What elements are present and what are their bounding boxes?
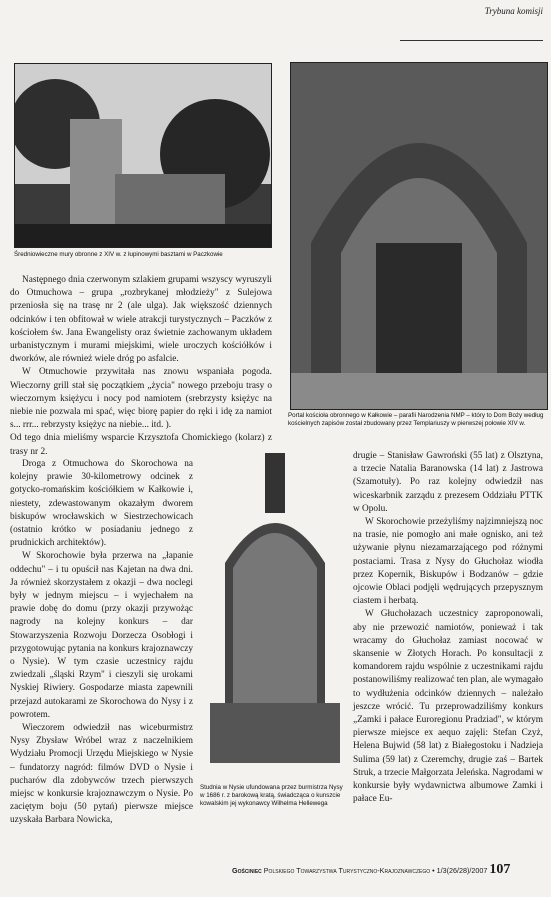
paragraph: W Skorochowie przeżyliśmy najzimniejszą noc na trasie, nie pomogło ani małe ognisko, ani też używanie płynu niezamarzającego pod różnymi postaciami. Trasa z Nysy do Głuchołaz wiodła przez Kopernik, Biskupów i Bodzanów – gdzie ojcowie Oblaci podjęli wędrujących przepysznym ciastem i herbatą.	[353, 517, 543, 607]
header-rule	[400, 40, 543, 41]
photo-portal	[290, 62, 548, 410]
paragraph: Następnego dnia czerwonym szlakiem grupami wszyscy wyruszyli do Otmuchowa – grupa „rozbrykanej młodzieży" z Sulejowa przeniosła się na trasę nr 2 (ale ulga). Jak większość dziennych odcinków i ten obfitował w wiele atrakcji turystycznych – Paczków z kościołem św. Jana Ewangelisty oraz świetnie zachowanym układem urbanistycznym i murami miejskimi, wiele uroczych kościółków i dworków, ale również wiele dróg po asfalcie.	[10, 275, 272, 365]
portal-image	[291, 63, 547, 409]
magazine-name: Gościniec	[232, 866, 262, 875]
caption-portal: Portal kościoła obronnego w Kałkowie – parafii Narodzenia NMP – który to Dom Boży według kościelnych zapisów został zbudowany przez Templariuszy w pierwszej połowie XIV w.	[288, 412, 544, 427]
section-title: Trybuna komisji	[484, 6, 543, 16]
caption-well: Studnia w Nysie ufundowana przez burmistrza Nysy w 1686 r. z barokową kratą, świadcząca o kunszcie kowalskim jej wykonawcy Wilhelma Hellewega	[200, 784, 343, 807]
well-image	[205, 453, 345, 778]
photo-walls	[14, 63, 272, 248]
walls-image	[15, 64, 271, 247]
caption-walls: Średniowieczne mury obronne z XIV w. z łupinowymi basztami w Paczkowie	[14, 251, 223, 258]
society-name: Polskiego Towarzystwa Turystyczno-Krajoznawczego	[263, 866, 431, 875]
paragraph: Od tego dnia mieliśmy wsparcie Krzysztofa Chomickiego (kolarz) z trasy nr 2.	[10, 433, 272, 457]
paragraph: Wieczorem odwiedził nas wiceburmistrz Nysy Zbysław Wróbel wraz z naczelnikiem Wydziału Promocji Urzędu Miejskiego w Nysie – fundatorzy nagród: filmów DVD o Nysie i pucharów dla zdobywców trzech pierwszych miejsc w konkursie krajoznawczym o Nysie. Po zaciętym boju (50 pytań) pierwsze miejsce uzyskała Barbara Nowicka,	[10, 723, 193, 826]
paragraph: W Skorochowie była przerwa na „łapanie oddechu" – i tu opuścił nas Kajetan na dwa dni. Ja również skorzystałem z okazji – dwa noclegi były w jednym miejscu – i wyjechałem na prawie dobę do domu (przy okazji przywożąc nagrody na kolejny konkurs – dar Stowarzyszenia Rozwoju Dorzecza Osobłogi i przygotowując pytania na konkurs krajoznawczy o Nysie). W tym czasie uczestnicy rajdu zwiedzali „śląski Rzym" i cieszyli się urokami Nyskiej Riwiery. Gospodarze miasta zapewnili przejazd autokarami ze Skorochowa do Nysy i z powrotem.	[10, 551, 193, 720]
paragraph: W Otmuchowie przywitała nas znowu wspaniała pogoda. Wieczorny grill stał się początkiem „życia" nowego przeboju trasy o wieczornym księżycu i nocy pod namiotem (srebrzysty księżyc na niebie nie pozwala mi spać, więc biorę papier do ręki i idę za namiot s... rrr... rebrzysty księżyc na niebie... itd. ).	[10, 367, 272, 431]
column-left-top	[10, 274, 272, 459]
page-number: 107	[489, 862, 511, 877]
paragraph: W Głuchołazach uczestnicy zaproponowali, aby nie przewozić namiotów, ponieważ i tak wracamy do Głuchołaz zamiast nocować w skansenie w Złotych Horach. Po konsultacji z komandorem rajdu wspólnie z uczestnikami rajdu postanowiliśmy realizować ten plan, ale wymagało to wydłużenia odcinków dziennych – należało jeszcze wrócić. Tu przeprowadziliśmy konkurs „Zamki i pałace Euroregionu Pradziad", w którym pierwsze miejsce ex aequo zajęli: Stefan Czyż, Helena Bujwid (58 lat) z Białegostoku i Nadzieja Sulima (59 lat) z Czeremchy, drugie zaś – Bartek Struk, a trzecie Małgorzata Jeleńska. Nagrodami w konkursie były wydawnictwa albumowe Zamki i pałace Eu-	[353, 609, 544, 805]
section-header	[485, 6, 543, 16]
photo-well	[205, 453, 345, 778]
issue-number: 1/3(26/28)/2007	[436, 866, 488, 875]
column-right	[353, 450, 543, 806]
paragraph: Droga z Otmuchowa do Skorochowa na kolejny prawie 30-kilometrowy odcinek z gotycko-romańskim kościółkiem w Kałkowie i, niestety, zdewastowanym okazałym dworem biskupów wrocławskich w Siestrzechowicach (ostatnio krótko w posiadaniu jednego z prudnickich architektów).	[10, 459, 193, 549]
footer: Gościniec Polskiego Towarzystwa Turystyczno-Krajoznawczego • 1/3(26/28)/2007 107	[232, 862, 511, 877]
column-left-bottom	[10, 458, 193, 828]
paragraph: drugie – Stanisław Gawroński (55 lat) z Olsztyna, a trzecie Natalia Baranowska (14 lat) z Jastrowa (Szamotuły). Po raz kolejny odwiedził nas wiceskarbnik zarządu z prezesem Oddziału PTTK w Opolu.	[353, 451, 543, 514]
